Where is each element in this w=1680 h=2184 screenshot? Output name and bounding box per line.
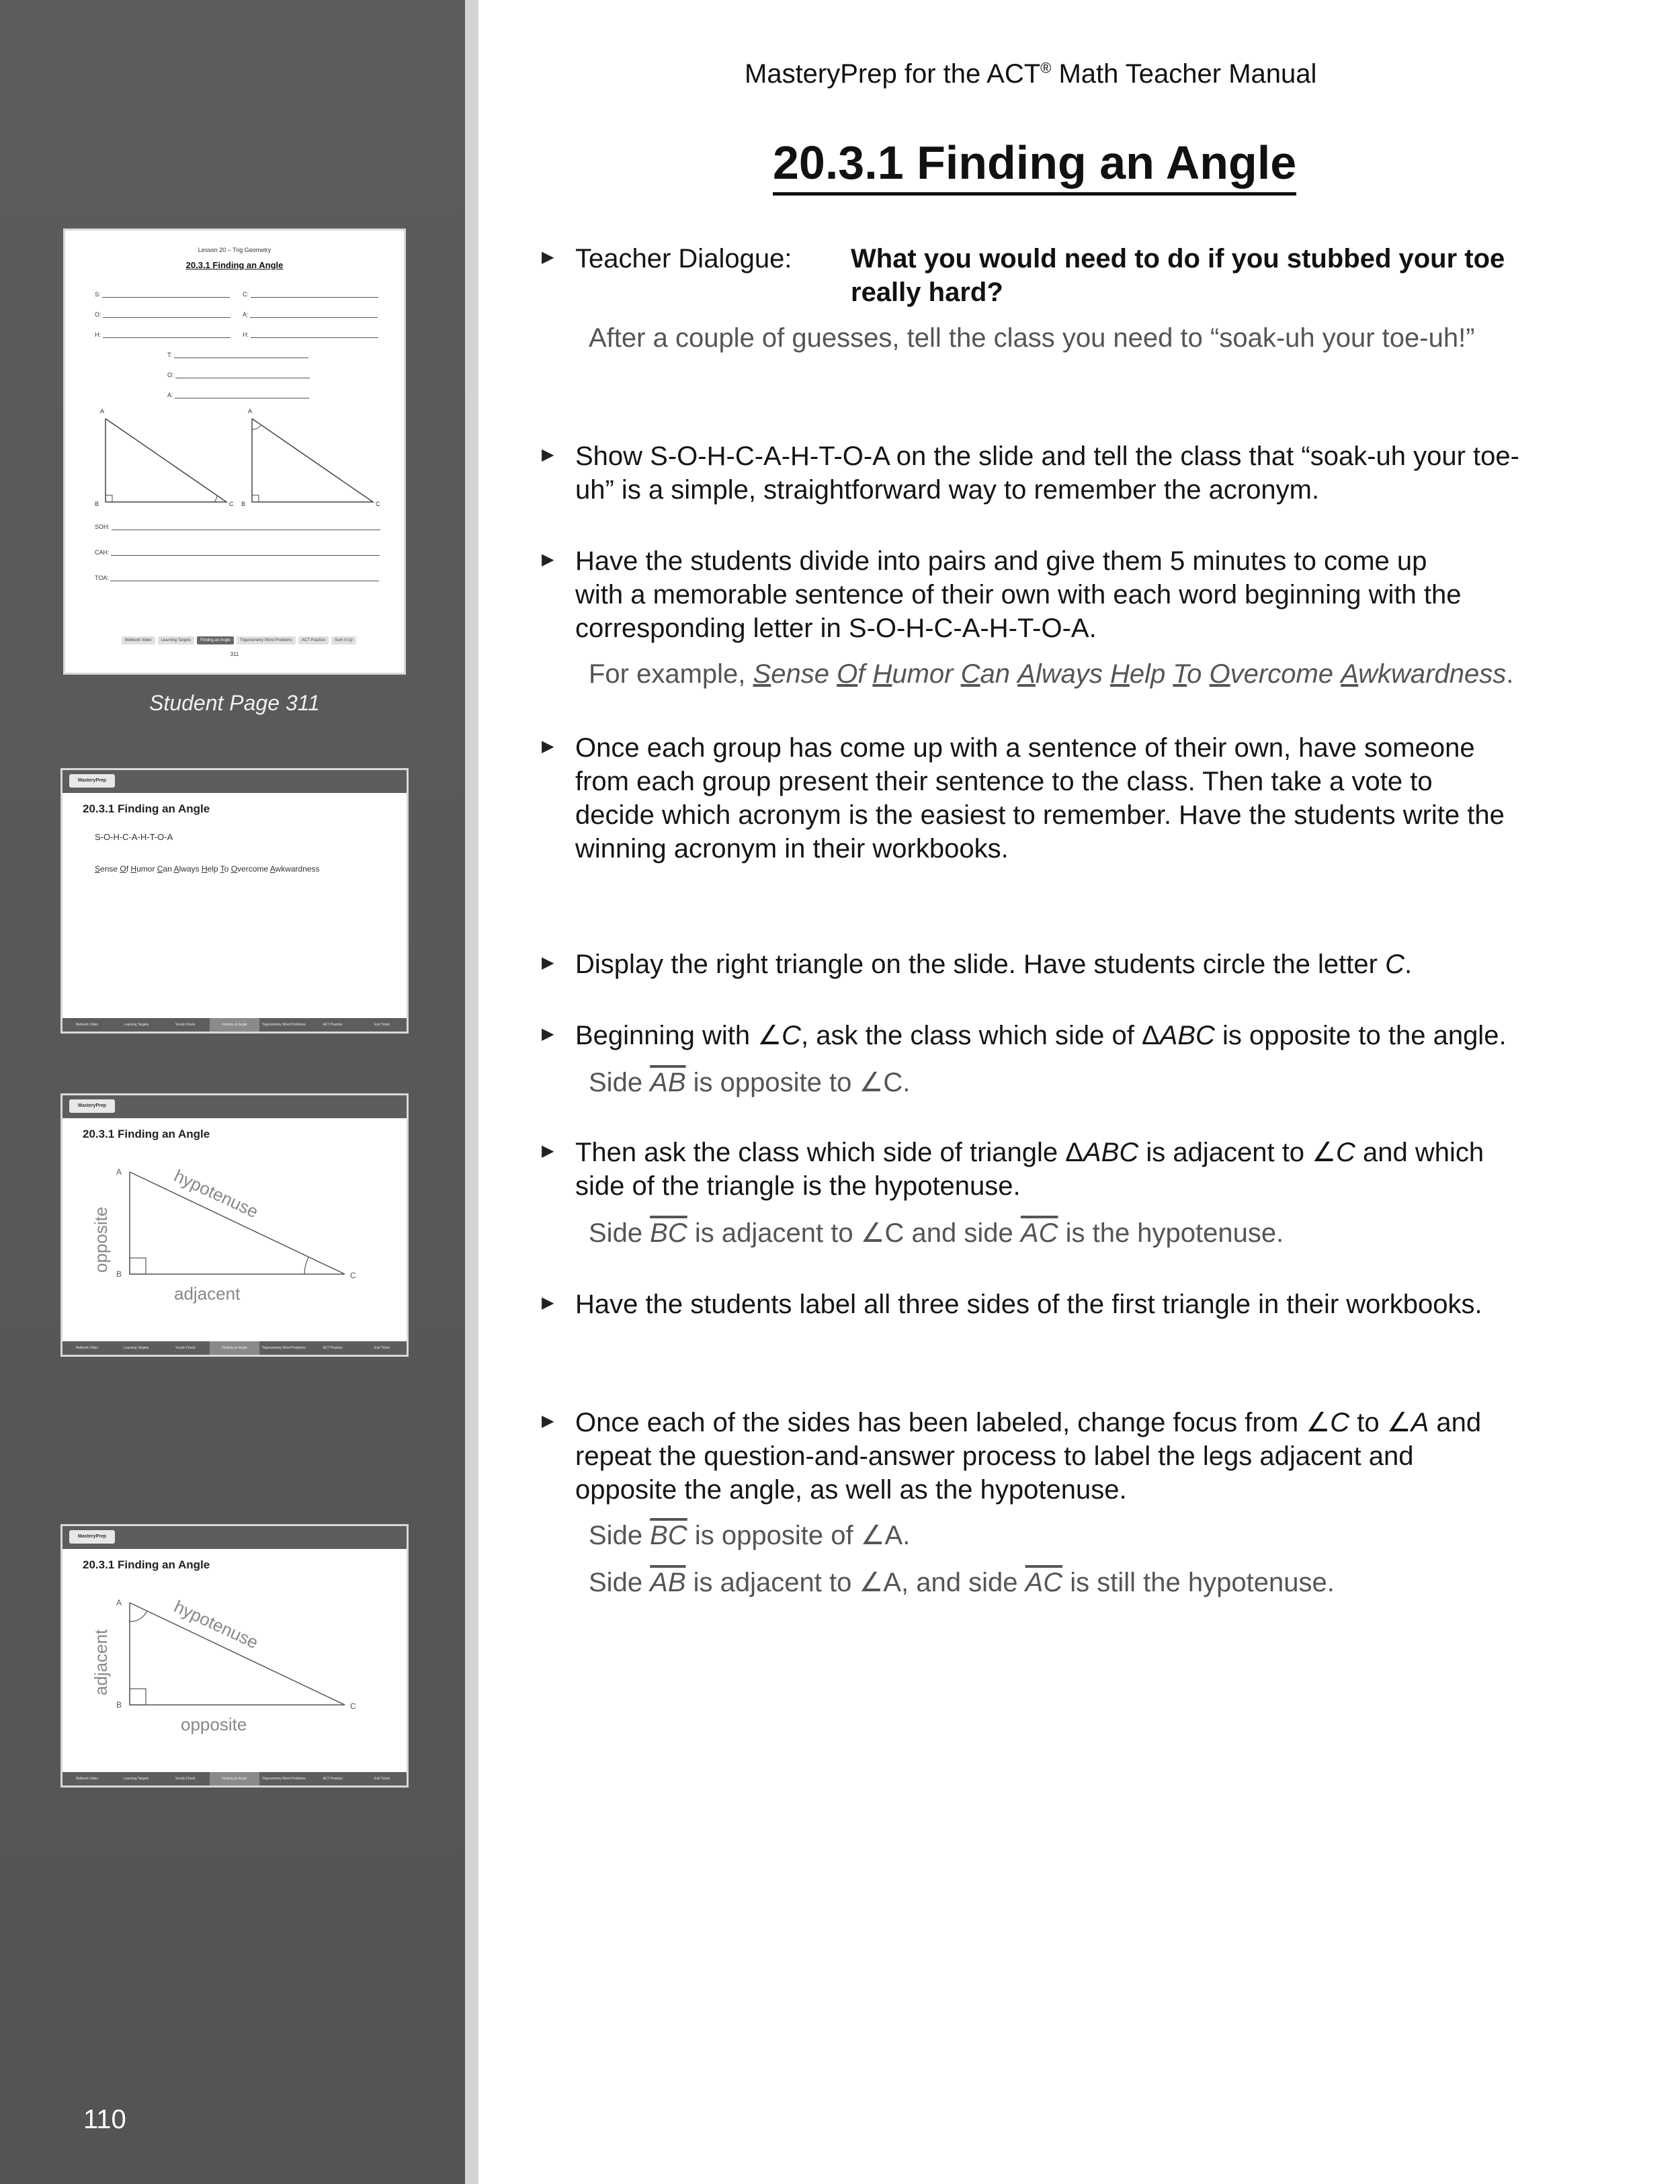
slide-nav-item: Learning Targets	[124, 1023, 149, 1027]
vertex-label-a: A	[248, 408, 253, 415]
vertex-label-c: C	[350, 1271, 356, 1280]
acronym-word: Awkwardness	[1341, 659, 1507, 689]
acronym-word: Help	[1109, 659, 1166, 689]
student-page-line: O:	[167, 372, 310, 378]
slide-nav-item: Vocab Check	[175, 1346, 196, 1350]
student-page-line: A:	[167, 392, 309, 398]
slide-nav-item: Exit Ticket	[374, 1346, 390, 1350]
student-page-triangles	[65, 230, 404, 673]
teacher-dialogue-question: What you would need to do if you stubbed your toe really hard?	[851, 244, 1505, 307]
triangle-right-bullet-icon: ▶	[542, 1294, 554, 1312]
acronym-word: To	[1173, 659, 1202, 689]
vertex-label-c: C	[350, 1702, 356, 1711]
slide-nav-item-active: Finding an Angle	[210, 1772, 259, 1786]
vertex-label-c: C	[229, 501, 234, 507]
answer-text: Side $\overline{BC}$ is adjacent to ∠C and side $\overline{AC}$ is the hypotenuse.	[589, 1218, 1284, 1248]
acronym-word: Of	[837, 659, 866, 689]
triangle-right-bullet-icon: ▶	[542, 550, 554, 569]
page-number: 110	[83, 2105, 126, 2134]
footer-tab: Sum It Up	[331, 636, 356, 644]
student-page-line: CAH:	[95, 549, 380, 556]
student-page-number: 311	[230, 651, 239, 657]
vertex-label-a: A	[116, 1167, 122, 1177]
student-page-footer-tabs	[122, 636, 356, 644]
slide-nav-item: Bellwork Video	[76, 1777, 99, 1781]
acronym-word: Always	[1017, 659, 1103, 689]
student-page-line: O:	[95, 311, 230, 318]
adjacent-label: adjacent	[174, 1284, 241, 1304]
slide-nav	[62, 1341, 407, 1355]
acronym-word: Can	[157, 864, 172, 874]
masteryprep-logo: MasteryPrep	[69, 1530, 115, 1544]
slide-nav-item-active: Finding an Angle	[210, 1018, 259, 1032]
opposite-label: opposite	[91, 1206, 111, 1273]
student-page-line: H:	[243, 331, 378, 338]
instruction-text: Show S-O-H-C-A-H-T-O-A on the slide and tell the class that “soak-uh your toe- uh” is a simple, straightforward way to remember the acronym.	[575, 442, 1519, 505]
student-page-thumbnail[interactable]	[63, 228, 406, 675]
acronym-word: To	[220, 864, 229, 874]
instruction-text: Have the students label all three sides of the first triangle in their workbooks.	[575, 1290, 1482, 1319]
student-page-line: C:	[243, 291, 378, 298]
answer-text: Side $\overline{AB}$ is adjacent to ∠A, and side $\overline{AC}$ is still the hypotenuse.	[589, 1568, 1335, 1597]
vertex-label-a: A	[100, 408, 105, 415]
acronym-word: Always	[173, 864, 200, 874]
acronym-word: Sense	[95, 864, 118, 874]
student-page-line: A:	[243, 311, 378, 318]
student-page-line: SOH:	[95, 523, 380, 530]
slide-acronym: S-O-H-C-A-H-T-O-A	[95, 832, 173, 842]
slide-nav-item: Bellwork Video	[76, 1346, 99, 1350]
hypotenuse-label: hypotenuse	[171, 1165, 261, 1222]
triangle-right-bullet-icon: ▶	[542, 1412, 554, 1430]
slide-nav-item: Learning Targets	[124, 1777, 149, 1781]
triangle-right-bullet-icon: ▶	[542, 248, 554, 266]
answer-text: Side $\overline{AB}$ is opposite to ∠C.	[589, 1068, 911, 1097]
masteryprep-logo: MasteryPrep	[69, 1099, 115, 1113]
slide-nav-item: Vocab Check	[175, 1023, 196, 1027]
instruction-text: Once each group has come up with a sentence of their own, have someone from each group present their sentence to the class. Then take a vote to decide which acronym is the easiest to remember. Have the students write the winning acronym in their workbooks.	[575, 733, 1505, 864]
acronym-word: Overcome	[1209, 659, 1334, 689]
slide-example-sentence	[95, 864, 320, 874]
acronym-word: Overcome	[230, 864, 269, 874]
acronym-word: Humor	[130, 864, 155, 874]
opposite-label: opposite	[181, 1714, 247, 1734]
triangle-right-bullet-icon: ▶	[542, 954, 554, 972]
slide-nav-item: Trigonometry Word Problems	[261, 1777, 306, 1781]
slide-nav-item: ACT Practice	[323, 1777, 343, 1781]
example-sentence: For example, Sense Of Humor Can Always Help To Overcome Awkwardness.	[589, 659, 1514, 689]
slide-nav-item: Learning Targets	[124, 1346, 149, 1350]
instruction-text: Beginning with ∠C, ask the class which side of ΔABC is opposite to the angle.	[575, 1021, 1507, 1050]
vertex-label-b: B	[95, 501, 99, 507]
slide-nav	[62, 1018, 407, 1032]
slide-title: 20.3.1 Finding an Angle	[83, 1558, 210, 1571]
footer-tab: Learning Targets	[158, 636, 195, 644]
acronym-word: Awkwardness	[269, 864, 320, 874]
running-header: MasteryPrep for the ACT® Math Teacher Manual	[745, 59, 1317, 89]
answer-text: Side $\overline{BC}$ is opposite of ∠A.	[589, 1521, 911, 1550]
footer-tab: Bellwork Video	[122, 636, 155, 644]
slide-nav-item: Exit Ticket	[374, 1777, 390, 1781]
instruction-text: Then ask the class which side of triangle ΔABC is adjacent to ∠C and which side of the triangle is the hypotenuse.	[575, 1138, 1484, 1201]
triangle-right-bullet-icon: ▶	[542, 737, 554, 755]
footer-tab-active: Finding an Angle	[197, 636, 234, 644]
student-page-title: 20.3.1 Finding an Angle	[185, 260, 284, 270]
footer-tab: Trigonometry Word Problems	[237, 636, 296, 644]
masteryprep-logo: MasteryPrep	[69, 774, 115, 788]
answer-text: After a couple of guesses, tell the class you need to “soak-uh your toe-uh!”	[589, 323, 1475, 353]
vertex-label-b: B	[116, 1269, 122, 1279]
acronym-word: Can	[960, 659, 1011, 689]
student-page-line: S:	[95, 291, 230, 298]
instruction-text: Have the students divide into pairs and give them 5 minutes to come up with a memorable sentence of their own with each word beginning with the corresponding letter in S-O-H-C-A-H-T-O-A.	[575, 546, 1462, 643]
triangle-right-bullet-icon: ▶	[542, 446, 554, 464]
vertex-label-c: C	[376, 501, 380, 507]
sidebar-divider	[465, 0, 478, 2184]
acronym-word: Help	[201, 864, 218, 874]
slide-right-triangle	[62, 1526, 407, 1786]
section-title: 20.3.1 Finding an Angle	[773, 136, 1296, 196]
student-page-line: T:	[167, 351, 308, 358]
slide-nav-item: Trigonometry Word Problems	[261, 1023, 306, 1027]
slide-nav-item: ACT Practice	[323, 1346, 343, 1350]
acronym-word: Of	[120, 864, 129, 874]
instruction-text: Once each of the sides has been labeled, change focus from ∠C to ∠A and repeat the question-and-answer process to label the legs adjacent and opposite the angle, as well as the hypotenuse.	[575, 1408, 1482, 1505]
instruction-text: Display the right triangle on the slide. Have students circle the letter C.	[575, 950, 1413, 979]
student-page-line: H:	[95, 331, 230, 338]
adjacent-label: adjacent	[91, 1629, 111, 1695]
slide-nav	[62, 1772, 407, 1786]
student-page-caption: Student Page 311	[149, 691, 320, 715]
slide-title: 20.3.1 Finding an Angle	[83, 802, 210, 815]
slide-nav-item: Bellwork Video	[76, 1023, 99, 1027]
triangle-right-bullet-icon: ▶	[542, 1142, 554, 1160]
student-page-line: TOA:	[95, 575, 379, 581]
teacher-dialogue-label: Teacher Dialogue:	[575, 244, 792, 274]
vertex-label-b: B	[116, 1700, 122, 1710]
slide-thumbnail-angle-c[interactable]	[60, 1093, 409, 1357]
slide-nav-item: Trigonometry Word Problems	[261, 1346, 306, 1350]
student-page-lesson: Lesson 20 – Trig Geometry	[198, 247, 271, 253]
slide-nav-item: Vocab Check	[175, 1777, 196, 1781]
hypotenuse-label: hypotenuse	[171, 1596, 261, 1653]
vertex-label-b: B	[241, 501, 246, 507]
slide-right-triangle	[62, 1095, 407, 1355]
footer-tab: ACT Practice	[298, 636, 329, 644]
slide-nav-item: ACT Practice	[323, 1023, 343, 1027]
slide-title: 20.3.1 Finding an Angle	[83, 1128, 210, 1140]
slide-header	[62, 770, 407, 793]
slide-nav-item: Exit Ticket	[374, 1023, 390, 1027]
triangle-right-bullet-icon: ▶	[542, 1025, 554, 1043]
acronym-word: Sense	[753, 659, 829, 689]
slide-thumbnail-acronym[interactable]	[60, 768, 409, 1034]
vertex-label-a: A	[116, 1598, 122, 1607]
slide-nav-item-active: Finding an Angle	[210, 1341, 259, 1355]
acronym-word: Humor	[872, 659, 954, 689]
slide-thumbnail-angle-a[interactable]	[60, 1524, 409, 1788]
